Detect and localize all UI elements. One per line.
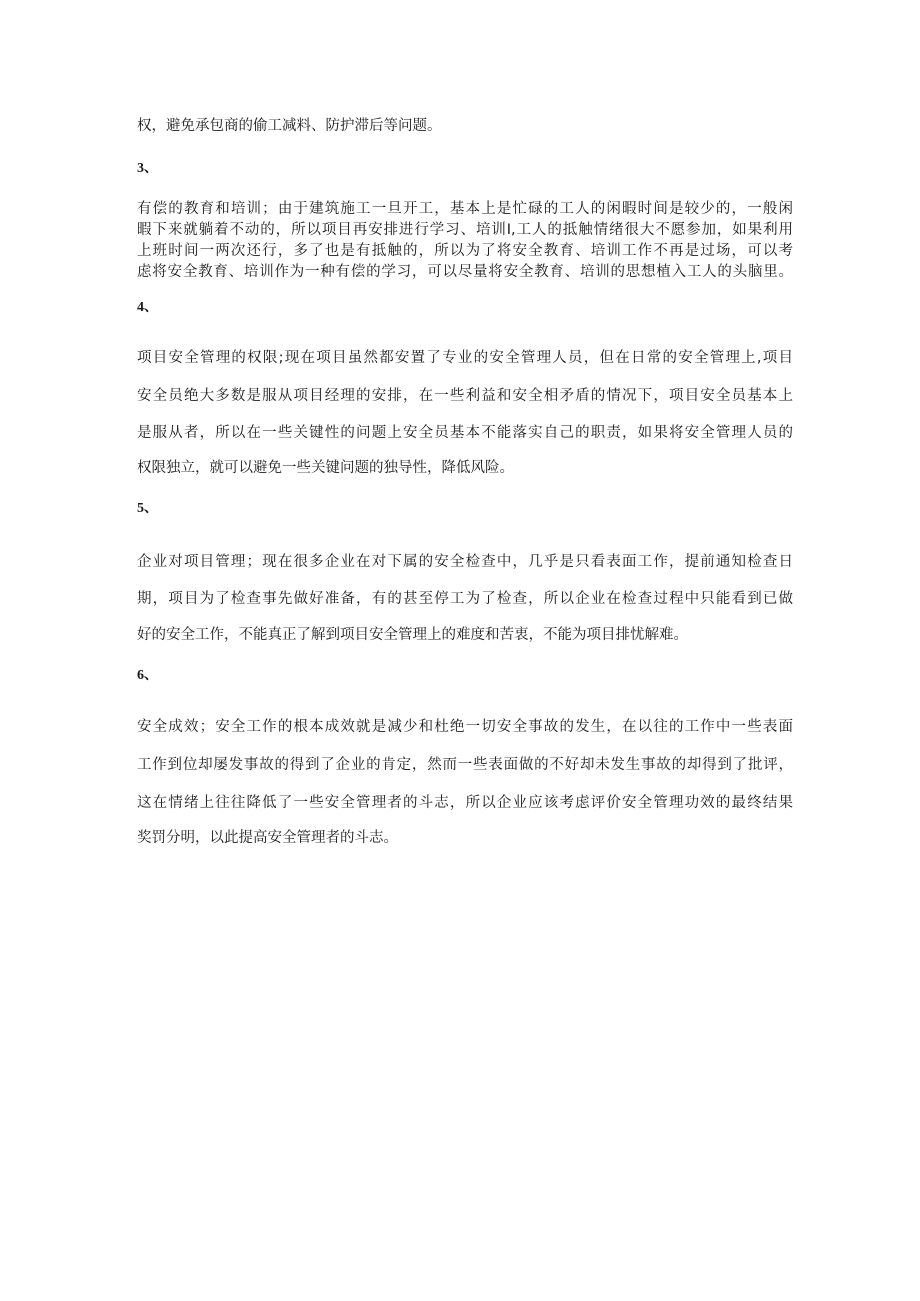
section-6-line-1: 安全成效；安全工作的根本成效就是减少和杜绝一切安全事故的发生，在以往的工作中一些表面 [137, 719, 793, 735]
section-4-line-2: 安全员绝大多数是服从项目经理的安排，在一些利益和安全相矛盾的情况下，项目安全员基本上 [137, 388, 793, 404]
section-4-number: 4、 [137, 300, 158, 315]
section-4-line-3: 是服从者，所以在一些关键性的问题上安全员基本不能落实自己的职责，如果将安全管理人员的 [137, 425, 793, 441]
section-3-line-2: 暇下来就躺着不动的，所以项目再安排进行学习、培训I,工人的抵触情绪很大不愿参加，如果利用 [137, 222, 793, 238]
section-3-line-3: 上班时间一两次还行，多了也是有抵触的，所以为了将安全教育、培训工作不再是过场，可以考 [137, 243, 793, 259]
section-3-line-4: 虑将安全教育、培训作为一种有偿的学习，可以尽量将安全教育、培训的思想植入工人的头脑里。 [137, 264, 793, 280]
intro-line: 权，避免承包商的偷工减料、防护滞后等问题。 [137, 118, 442, 134]
section-4-line-1: 项目安全管理的权限;现在项目虽然都安置了专业的安全管理人员，但在日常的安全管理上,项目 [137, 350, 793, 366]
section-4-line-4: 权限独立，就可以避免一些关键问题的独导性，降低风险。 [137, 460, 514, 476]
section-6-line-4: 奖罚分明，以此提高安全管理者的斗志。 [137, 830, 398, 846]
section-3-number: 3、 [137, 161, 158, 176]
section-3-line-1: 有偿的教育和培训；由于建筑施工一旦开工，基本上是忙碌的工人的闲暇时间是较少的，一般闲 [137, 201, 793, 217]
section-5-number: 5、 [137, 501, 158, 516]
section-6-line-3: 这在情绪上往往降低了一些安全管理者的斗志，所以企业应该考虑评价安全管理功效的最终结果 [137, 795, 793, 811]
section-6-line-2: 工作到位却屡发事故的得到了企业的肯定，然而一些表面做的不好却未发生事故的却得到了批评， [137, 757, 793, 773]
section-5-line-1: 企业对项目管理；现在很多企业在对下属的安全检查中，几乎是只看表面工作，提前通知检查日 [137, 554, 793, 570]
section-5-line-2: 期，项目为了检查事先做好准备，有的甚至停工为了检查，所以企业在检查过程中只能看到已做 [137, 591, 793, 607]
section-6-number: 6、 [137, 668, 158, 683]
section-5-line-3: 好的安全工作，不能真正了解到项目安全管理上的难度和苦衷，不能为项目排忧解难。 [137, 627, 688, 643]
